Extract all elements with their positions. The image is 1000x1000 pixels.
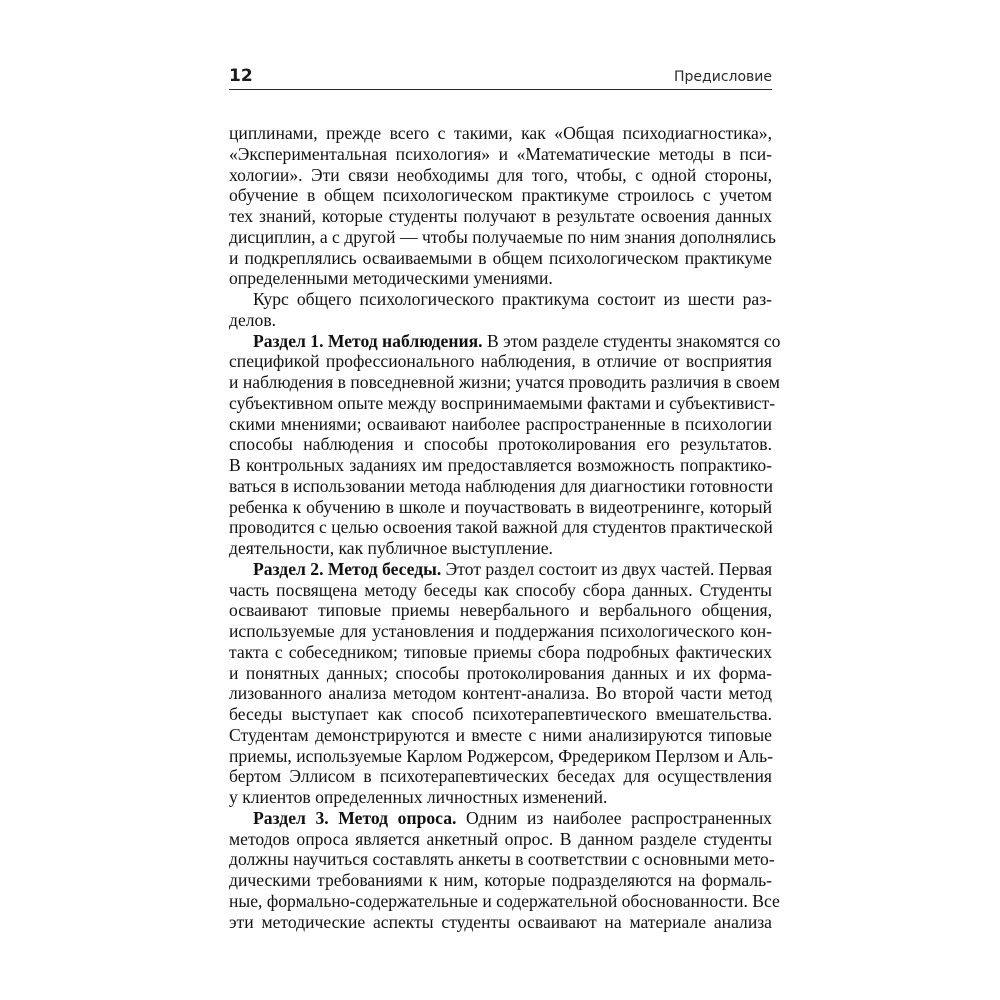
text-line: «Экспериментальная психология» и «Математические методы в пси- xyxy=(229,143,772,164)
text-line: деятельности, как публичное выступление. xyxy=(229,538,553,558)
text-line: Студентам демонстрируются и вместе с ними анализируются типовые xyxy=(229,724,772,745)
text-run: В этом разделе студенты знакомятся со xyxy=(482,330,781,351)
text-line: Курс общего психологического практикума состоит из шести раз- xyxy=(253,289,772,309)
section-2-first-line xyxy=(229,559,772,580)
running-head xyxy=(229,64,772,90)
section-1-first-line xyxy=(229,330,781,352)
header-rule xyxy=(229,89,772,90)
text-line: В контрольных заданиях им предоставляется возможность попрактико- xyxy=(229,455,772,475)
text-run: Этот раздел состоит из двух частей. Первая xyxy=(441,558,773,579)
text-line: ребенка к обучению в школе и поучаствовать в видеотренинге, который xyxy=(229,496,772,517)
text-line: проводится с целью освоения такой важной для студентов практической xyxy=(229,517,773,538)
text-line: осваивают типовые приемы невербального и вербального общения, xyxy=(229,600,772,621)
text-line: определенными методическими умениями. xyxy=(229,268,553,289)
text-line: беседы выступает как способ психотерапевтического вмешательства. xyxy=(229,704,772,724)
text-line: должны научиться составлять анкеты в соответствии с основными мето- xyxy=(229,849,775,870)
text-line: дисциплин, а с другой — чтобы получаемые по ним знания дополнялись xyxy=(229,226,776,247)
section-title: Предисловие xyxy=(674,69,772,85)
text-line: и понятных данных; способы протоколирования данных и их форма- xyxy=(229,662,772,683)
text-line: такта с собеседником; типовые приемы сбора подробных фактических xyxy=(229,641,772,662)
section-2-heading: Раздел 2. Метод беседы. xyxy=(253,558,442,579)
text-line: субъективном опыте между воспринимаемыми фактами и субъективист- xyxy=(229,392,776,413)
page-number: 12 xyxy=(229,66,253,86)
text-line: циплинами, прежде всего с такими, как «Общая психодиагностика», xyxy=(229,123,772,143)
body-text xyxy=(229,123,781,932)
text-run: Одним из наиболее распространенных xyxy=(456,807,772,828)
text-line: способы наблюдения и способы протоколирования его результатов. xyxy=(229,434,772,455)
text-line: бертом Эллисом в психотерапевтических беседах для осуществления xyxy=(229,766,772,787)
section-1-heading: Раздел 1. Метод наблюдения. xyxy=(253,330,483,351)
text-line: хологии». Эти связи необходимы для того, чтобы, с одной стороны, xyxy=(229,164,772,185)
text-line: и наблюдения в повседневной жизни; учатся проводить различия в своем xyxy=(229,372,780,392)
section-3-heading: Раздел 3. Метод опроса. xyxy=(253,807,457,828)
text-line: и подкреплялись осваиваемыми в общем психологическом практикуме xyxy=(229,247,772,268)
text-line: спецификой профессионального наблюдения, в отличие от восприятия xyxy=(229,351,772,372)
text-line: приемы, используемые Карлом Роджерсом, Фредериком Перлзом и Аль- xyxy=(229,745,774,766)
text-line: делов. xyxy=(229,309,277,330)
text-line: дическими требованиями к ним, которые подразделяются на формаль- xyxy=(229,870,772,890)
text-line: ные, формально-содержательные и содержательной обоснованности. Все xyxy=(229,890,780,911)
text-line: ваться в использовании метода наблюдения для диагностики готовности xyxy=(229,475,774,496)
text-line: часть посвящена методу беседы как способу сбора данных. Студенты xyxy=(229,579,772,600)
text-line: скими мнениями; осваивают наиболее распространенные в психологии xyxy=(229,413,772,434)
text-line: у клиентов определенных личностных изменений. xyxy=(229,787,608,807)
text-line: обучение в общем психологическом практикуме строилось с учетом xyxy=(229,185,772,206)
text-line: тех знаний, которые студенты получают в результате освоения данных xyxy=(229,206,772,226)
text-line: лизованного анализа методом контент-анализа. Во второй части метод xyxy=(229,683,772,704)
text-line: методов опроса является анкетный опрос. В данном разделе студенты xyxy=(229,828,772,849)
text-line: используемые для установления и поддержания психологического кон- xyxy=(229,621,772,641)
text-line: эти методические аспекты студенты осваивают на материале анализа xyxy=(229,911,772,932)
section-3-first-line xyxy=(229,808,772,829)
